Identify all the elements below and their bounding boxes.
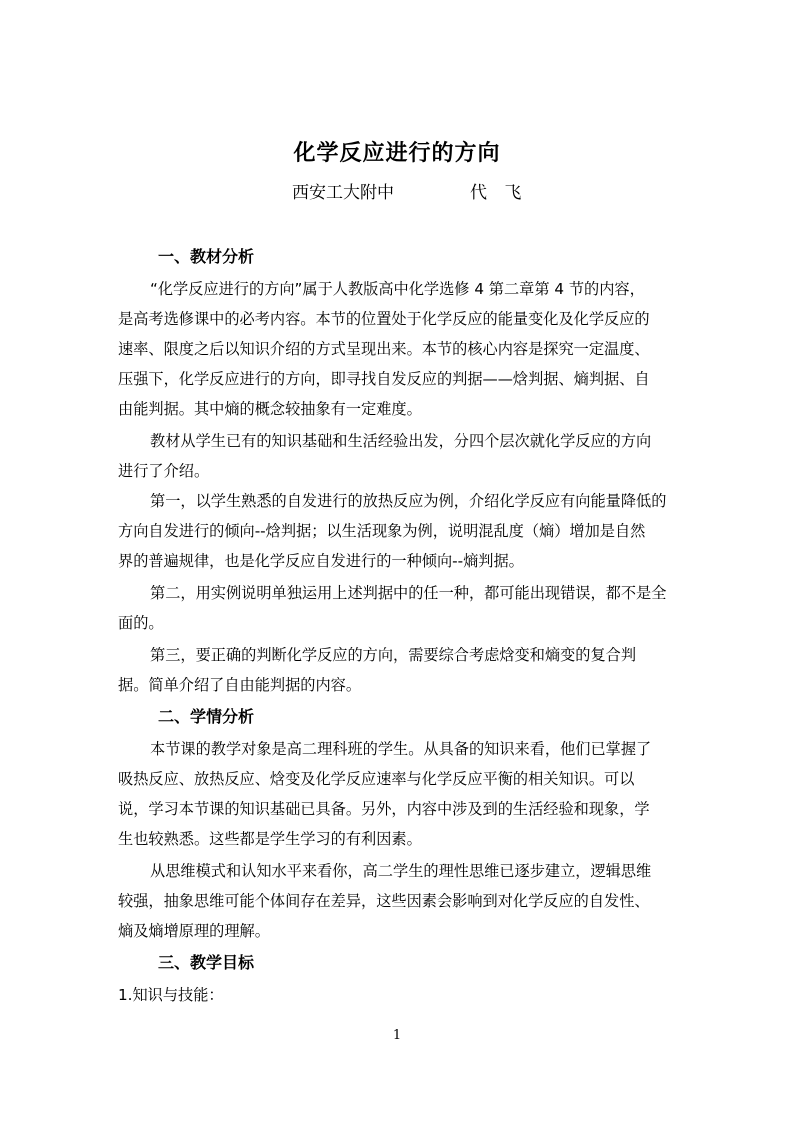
author-name: 代 飞 (470, 183, 528, 203)
paragraph-line: 教材从学生已有的知识基础和生活经验出发，分四个层次就化学反应的方向 (150, 432, 652, 450)
paragraph-line: 进行了介绍。 (118, 462, 210, 480)
section-heading-learner-analysis: 二、学情分析 (158, 707, 255, 726)
paragraph-line: 熵及熵增原理的理解。 (118, 922, 270, 940)
paragraph-line: “化学反应进行的方向”属于人教版高中化学选修 4 第二章第 4 节的内容， (150, 280, 645, 298)
paragraph-line: 本节课的教学对象是高二理科班的学生。从具备的知识来看，他们已掌握了 (150, 740, 652, 758)
paragraph-line: 是高考选修课中的必考内容。本节的位置处于化学反应的能量变化及化学反应的 (118, 310, 650, 328)
paragraph-line: 第二，用实例说明单独运用上述判据中的任一种，都可能出现错误，都不是全 (150, 584, 667, 602)
document-title: 化学反应进行的方向 (293, 141, 501, 166)
paragraph-line: 较强，抽象思维可能个体间存在差异，这些因素会影响到对化学反应的自发性、 (118, 892, 650, 910)
paragraph-line: 方向自发进行的倾向--焓判据；以生活现象为例，说明混乱度（熵）增加是自然 (118, 522, 646, 540)
paragraph-line: 速率、限度之后以知识介绍的方式呈现出来。本节的核心内容是探究一定温度、 (118, 340, 650, 358)
paragraph-line: 由能判据。其中熵的概念较抽象有一定难度。 (118, 400, 422, 418)
paragraph-line: 界的普遍规律，也是化学反应自发进行的一种倾向--熵判据。 (118, 552, 524, 570)
paragraph-line: 面的。 (118, 614, 164, 632)
section-heading-teaching-goals: 三、教学目标 (158, 953, 255, 972)
paragraph-line: 压强下，化学反应进行的方向，即寻找自发反应的判据——焓判据、熵判据、自 (118, 370, 650, 388)
page-number: 1 (392, 1028, 402, 1043)
paragraph-line: 第三，要正确的判断化学反应的方向，需要综合考虑焓变和熵变的复合判 (150, 646, 636, 664)
author-school: 西安工大附中 (292, 183, 394, 203)
paragraph-line: 说，学习本节课的知识基础已具备。另外，内容中涉及到的生活经验和现象，学 (118, 800, 650, 818)
paragraph-line: 第一，以学生熟悉的自发进行的放热反应为例，介绍化学反应有向能量降低的 (150, 492, 667, 510)
paragraph-line: 1.知识与技能： (118, 986, 224, 1004)
section-heading-textbook-analysis: 一、教材分析 (158, 247, 255, 266)
paragraph-line: 从思维模式和认知水平来看你，高二学生的理性思维已逐步建立，逻辑思维 (150, 862, 652, 880)
paragraph-line: 生也较熟悉。这些都是学生学习的有利因素。 (118, 830, 422, 848)
paragraph-line: 吸热反应、放热反应、焓变及化学反应速率与化学反应平衡的相关知识。可以 (118, 770, 635, 788)
paragraph-line: 据。简单介绍了自由能判据的内容。 (118, 676, 361, 694)
